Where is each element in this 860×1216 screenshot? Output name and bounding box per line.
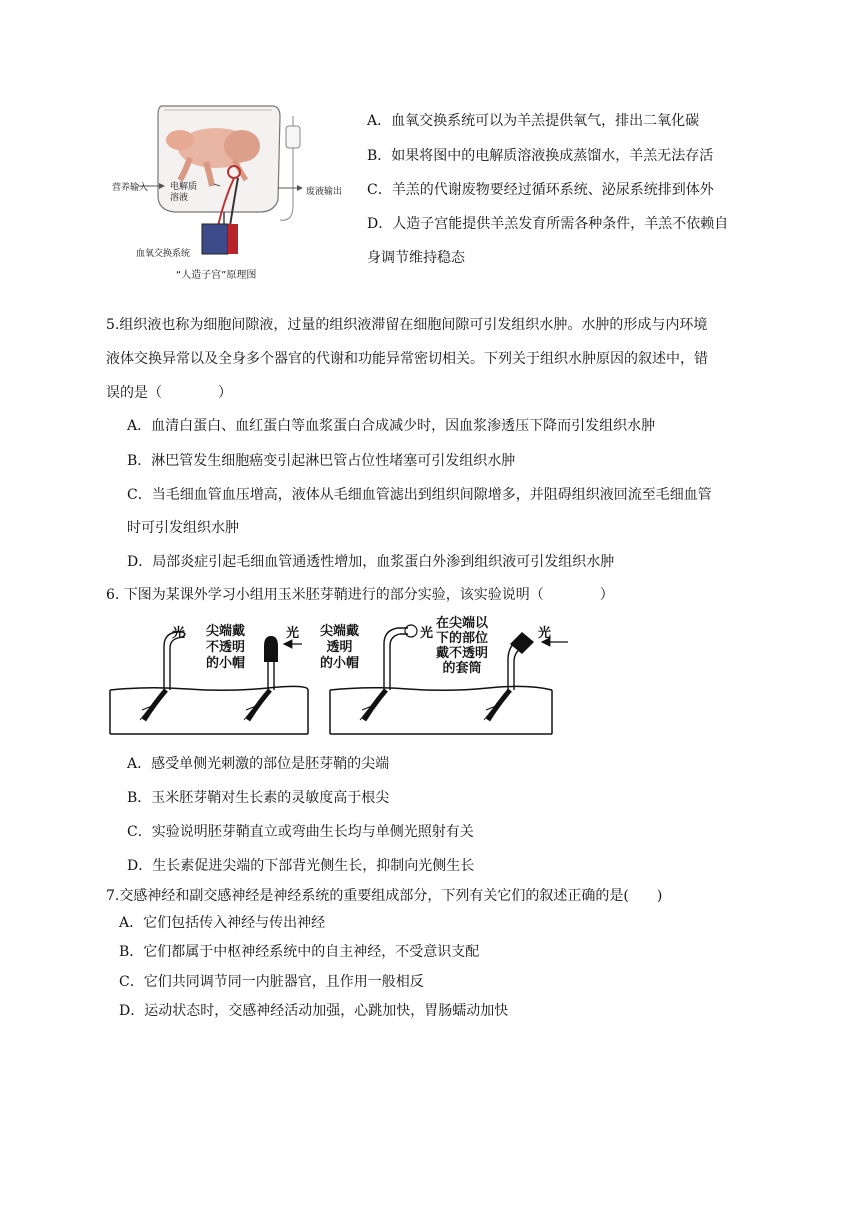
q5-option-d: D．局部炎症引起毛细血管通透性增加，血浆蛋白外渗到组织液可引发组织水肿 (127, 554, 615, 570)
opaque-cap-label-line3: 的小帽 (206, 656, 246, 671)
light-label-1: 光 (172, 626, 186, 641)
q4-option-b: B．如果将图中的电解质溶液换成蒸馏水，羊羔无法存活 (367, 148, 714, 164)
q6-option-d: D．生长素促进尖端的下部背光侧生长，抑制向光侧生长 (127, 858, 475, 874)
opaque-sleeve-label-line4: 的套筒 (442, 661, 482, 676)
q5-stem-line-2: 液体交换异常以及全身多个器官的代谢和功能异常密切相关。下列关于组织水肿原因的叙述中，错 (106, 351, 708, 367)
opaque-sleeve-label (436, 616, 488, 676)
opaque-cap-label-line1: 尖端戴 (206, 624, 246, 639)
q5-option-a: A．血清白蛋白、血红蛋白等血浆蛋白合成减少时，因血浆渗透压下降而引发组织水肿 (127, 418, 656, 434)
q4-option-d: D．人造子宫能提供羊羔发育所需各种条件，羊羔不依赖自 (367, 216, 729, 232)
transparent-cap-label-line1: 尖端戴 (320, 624, 360, 639)
coleoptile-experiment-figure (108, 616, 616, 740)
q7-stem: 7.交感神经和副交感神经是神经系统的重要组成部分，下列有关它们的叙述正确的是( ) (106, 888, 663, 904)
oxygen-exchange-label: 血氧交换系统 (136, 249, 191, 259)
q5-stem-line-3: 误的是（ ） (106, 385, 232, 401)
q5-option-c-continued: 时可引发组织水肿 (127, 520, 239, 536)
nutrient-input-label: 营养输入 (112, 183, 149, 193)
q6-option-a: A．感受单侧光刺激的部位是胚芽鞘的尖端 (127, 756, 390, 772)
q7-option-a: A．它们包括传入神经与传出神经 (119, 915, 326, 931)
q5-option-b: B．淋巴管发生细胞癌变引起淋巴管占位性堵塞可引发组织水肿 (127, 453, 516, 469)
opaque-cap-label-line2: 不透明 (206, 640, 246, 655)
q6-option-c: C．实验说明胚芽鞘直立或弯曲生长均与单侧光照射有关 (127, 824, 474, 840)
light-label-4: 光 (538, 626, 552, 641)
q7-option-d: D．运动状态时，交感神经活动加强，心跳加快，胃肠蠕动加快 (119, 1003, 509, 1019)
q7-option-c: C．它们共同调节同一内脏器官，且作用一般相反 (119, 974, 424, 990)
q5-option-c: C．当毛细血管血压增高，液体从毛细血管滤出到组织间隙增多，并阻碍组织液回流至毛细血管 (127, 487, 712, 503)
opaque-sleeve-label-line3: 戴不透明 (436, 646, 489, 661)
light-label-3: 光 (420, 626, 434, 641)
transparent-cap-label (320, 624, 359, 672)
q7-option-b: B．它们都属于中枢神经系统中的自主神经，不受意识支配 (119, 944, 480, 960)
opaque-cap-label (206, 624, 245, 672)
q6-stem: 6. 下图为某课外学习小组用玉米胚芽鞘进行的部分实验，该实验说明（ ） (106, 587, 614, 603)
q6-option-b: B．玉米胚芽鞘对生长素的灵敏度高于根尖 (127, 790, 390, 806)
opaque-sleeve-label-line2: 下的部位 (436, 631, 489, 646)
electrolyte-solution-label (170, 182, 204, 204)
q5-stem-line-1: 5.组织液也称为细胞间隙液，过量的组织液滞留在细胞间隙可引发组织水肿。水肿的形成与内环境 (106, 317, 708, 333)
light-label-2: 光 (286, 626, 300, 641)
transparent-cap-label-line3: 的小帽 (320, 656, 360, 671)
artificial-womb-figure (84, 96, 344, 282)
q4-option-c: C．羊羔的代谢废物要经过循环系统、泌尿系统排到体外 (367, 182, 714, 198)
q4-option-a: A．血氧交换系统可以为羊羔提供氧气，排出二氧化碳 (367, 113, 700, 129)
opaque-sleeve-label-line1: 在尖端以 (436, 616, 489, 631)
iv-drip-bag (280, 116, 300, 220)
waste-output-label: 废液输出 (306, 187, 343, 197)
q4-option-d-continued: 身调节维持稳态 (367, 250, 465, 266)
figure-caption: “人造子宫”原理图 (176, 270, 257, 281)
transparent-cap-label-line2: 透明 (326, 640, 353, 655)
oxygen-exchange-box (202, 224, 238, 254)
electrolyte-solution-text: 电解质溶液 (170, 182, 198, 203)
